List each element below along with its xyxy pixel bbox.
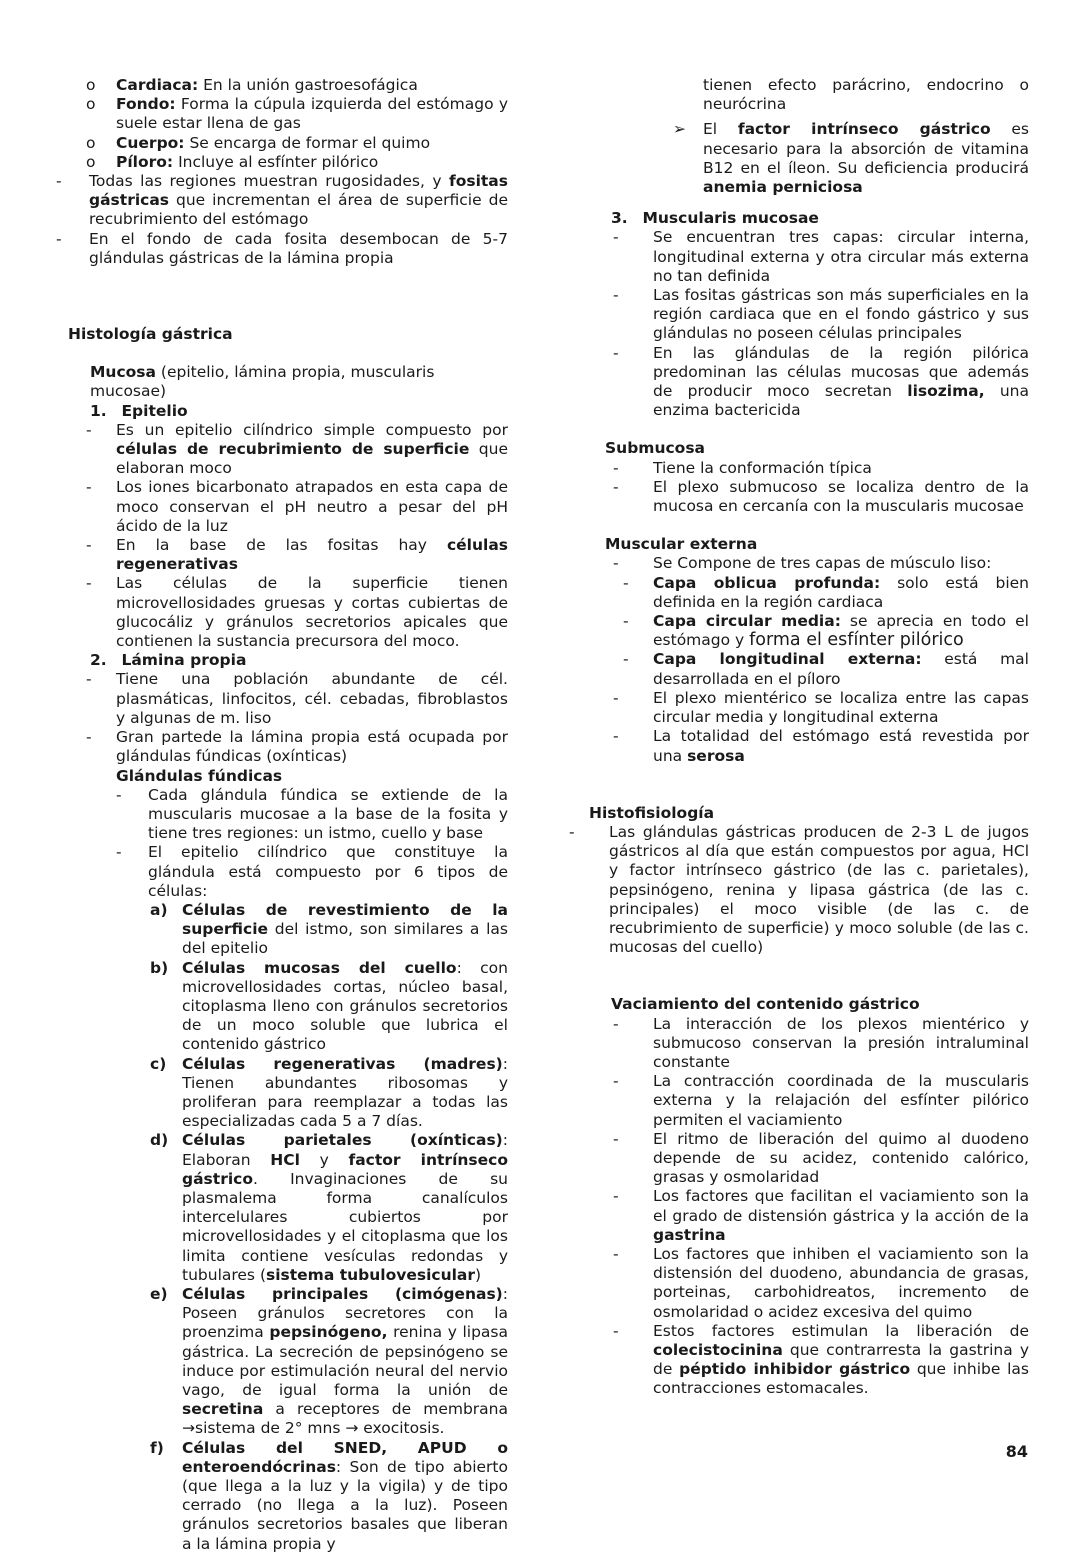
vaciamiento-bullet [593,1015,1029,1073]
bold-term: células de recubrimiento de superficie [116,440,470,459]
bullet-dash: - [569,822,575,841]
bold-term: Células regenerativas (madres) [182,1054,503,1073]
text: Cada glándula fúndica se extiende de la muscularis mucosae a la base de la fosita y tiene tres regiones: un istmo, cuello y base [148,785,508,843]
text: que incrementan el área de superficie de recubrimiento del estómago [89,191,508,229]
bullet-dash: - [613,554,619,573]
bold-term: Células del SNED, APUD o enteroendócrinas [182,1438,508,1476]
list-letter: f) [150,1438,164,1457]
bold-term: lisozima, [907,382,985,401]
text: El epitelio cilíndrico que constituye la glándula está compuesto por 6 tipos de células: [148,843,508,900]
bold-term: anemia perniciosa [703,178,863,197]
text: ) [475,1265,482,1284]
section-heading-vaciamiento: Vaciamiento del contenido gástrico [611,995,920,1014]
bold-term: sistema tubulovesicular [266,1265,476,1284]
bold-term: HCl [270,1150,300,1169]
cell-type-item [56,1131,508,1285]
vaciamiento-bullet [593,1130,1029,1188]
intro-bullet [56,230,508,268]
bullet-circle: o [86,152,96,171]
bullet-dash: - [623,612,629,631]
bullet-dash: - [613,343,619,362]
section-number: 2. [90,651,107,670]
muscularis-bullet [593,228,1029,286]
text: Los factores que facilitan el vaciamiento son la el grado de distensión gástrica y la acción de la [653,1187,1029,1225]
cell-type-item [56,1439,508,1554]
section-number: 3. [611,209,628,228]
bullet-dash: - [613,1244,619,1263]
text: : Tienen abundantes ribosomas y proliferan para reemplazar a todas las especializadas cada 5 a 7 días. [182,1054,508,1131]
vaciamiento-bullet [593,1322,1029,1399]
text: Tiene la conformación típica [653,458,872,477]
text: está mal desarrollada en el píloro [653,650,1029,688]
text: renina y lipasa gástrica. La secreción de pepsinógeno se induce por estimulación neural del nervio vago, de igual forma la unión de [182,1323,508,1399]
epitelio-bullet [56,574,508,651]
submucosa-bullet [593,459,1029,478]
bold-term: Capa circular media: [653,612,841,631]
bold-term: Células parietales (oxínticas) [182,1131,503,1150]
subsection-heading-muscularis [611,209,1029,228]
vaciamiento-bullet [593,1072,1029,1130]
continuation-text: tienen efecto parácrino, endocrino o neurócrina [703,76,1029,114]
text: una enzima bactericida [653,382,1029,420]
region-text: En la unión gastroesofágica [198,76,418,94]
bullet-dash: - [613,1321,619,1340]
cell-type-item [56,1055,508,1132]
bullet-circle: o [86,95,96,114]
text: Gran partede la lámina propia está ocupada por glándulas fúndicas (oxínticas) [116,728,508,766]
bullet-dash: - [86,728,92,747]
section-heading-histologia: Histología gástrica [68,325,233,344]
lamina-bullet [56,670,508,728]
bold-term: Capa oblicua profunda: [653,573,881,592]
subsection-title: Lámina propia [121,651,247,670]
bullet-dash: - [613,1187,619,1206]
bold-term: pepsinógeno, [269,1323,388,1342]
text: Es un epitelio cilíndrico simple compuesto por [116,420,508,439]
subsection-title: Muscularis mucosae [642,209,819,228]
bullet-dash: - [613,228,619,247]
text: Las células de la superficie tienen microvellosidades gruesas y cortas cubiertas de glucocáliz y gránulos secretorios apicales que contienen la sustancia precursora del moco. [116,574,508,651]
bullet-dash: - [86,536,92,555]
mucosa-line [90,363,508,401]
region-label: Cardiaca: [116,76,199,94]
bold-term: Células de revestimiento de la superficie [182,900,508,939]
subsection-title: Epitelio [121,401,188,420]
list-letter: c) [150,1054,167,1073]
bold-term: factor intrínseco gástrico [182,1150,508,1188]
bullet-dash: - [623,573,629,592]
text: a receptores de membrana →sistema de 2° mns → exocitosis. [182,1400,508,1438]
text: Tiene una población abundante de cél. plasmáticas, linfocitos, cél. cebadas, fibroblastos y algunas de m. liso [116,670,508,727]
text: Se encuentran tres capas: circular interna, longitudinal externa y otra circular más externa no tan definida [653,228,1029,285]
bullet-dash: - [613,458,619,477]
section-heading-muscular-externa: Muscular externa [605,535,758,554]
cell-type-item [56,901,508,959]
bold-term: células regenerativas [116,536,508,574]
text: En la base de las fositas hay [116,536,447,555]
text: El ritmo de liberación del quimo al duodeno depende de su acidez, contenido calórico, grasas y osmolaridad [653,1129,1029,1187]
bullet-circle: o [86,133,96,152]
text: se aprecia en todo el estómago y [653,612,1029,650]
text: En las glándulas de la región pilórica predominan las células mucosas que además de producir moco secretan [653,343,1029,401]
text: La totalidad del estómago está revestida por una [653,727,1029,765]
text: que elaboran moco [116,440,508,478]
muscular-externa-bullet [593,689,1029,727]
fundicas-bullet [56,843,508,901]
vaciamiento-bullet [593,1245,1029,1322]
bold-term: Células mucosas del cuello [182,958,457,977]
text: El [703,120,738,139]
bullet-dash: - [86,478,92,497]
bullet-dash: - [86,574,92,593]
bold-term: Capa longitudinal externa: [653,650,922,669]
fundicas-bullet [56,786,508,844]
text: (epitelio, lámina propia, muscularis mucosae) [90,363,435,401]
capa-item [593,574,1029,612]
bullet-dash: - [56,172,62,191]
list-letter: d) [150,1131,169,1150]
bold-term: Mucosa [90,363,156,382]
text: : Elaboran [182,1131,508,1169]
text: La interacción de los plexos mientérico y submucoso conservan la presión intraluminal constante [653,1014,1029,1071]
page-number: 84 [1005,1442,1028,1461]
bold-term: secretina [182,1400,264,1419]
cell-type-item [56,1285,508,1439]
text: En el fondo de cada fosita desembocan de 5-7 glándulas gástricas de la lámina propia [89,229,508,267]
epitelio-bullet [56,478,508,536]
text: El plexo mientérico se localiza entre las capas circular media y longitudinal externa [653,688,1029,727]
text: solo está bien definida en la región cardiaca [653,573,1029,611]
epitelio-bullet [56,421,508,479]
factor-bullet [593,120,1029,197]
bullet-dash: - [86,420,92,439]
region-item-cardiaca [56,76,508,95]
text: El plexo submucoso se localiza dentro de la mucosa en cercanía con la muscularis mucosae [653,477,1029,516]
region-text: Forma la cúpula izquierda del estómago y suele estar llena de gas [116,95,508,133]
list-letter: e) [150,1284,168,1303]
muscular-externa-bullet [593,554,1029,573]
subheading-glandulas-fundicas: Glándulas fúndicas [116,766,283,785]
bullet-dash: - [613,1072,619,1091]
arrow-bullet-icon: ➢ [673,120,686,139]
region-label: Fondo: [116,95,176,114]
section-heading-submucosa: Submucosa [605,439,706,458]
region-label: Cuerpo: [116,133,185,152]
cell-type-item [56,959,508,1055]
text-larger: forma el esfínter pilórico [749,630,964,651]
bold-term: serosa [687,746,745,765]
vaciamiento-bullet [593,1187,1029,1245]
epitelio-bullet [56,536,508,574]
text: que contrarresta la gastrina y de [653,1340,1029,1379]
region-label: Píloro: [116,152,174,171]
bold-term: gastrina [653,1225,726,1244]
text: La contracción coordinada de la muscularis externa y la relajación del esfínter pilórico permiten el vaciamiento [653,1072,1029,1129]
subsection-heading-epitelio [90,402,508,421]
list-letter: b) [150,958,169,977]
text: : Poseen gránulos secretores con la proenzima [182,1284,508,1342]
bold-term: fositas gástricas [89,172,508,210]
bold-term: Células principales (cimógenas) [182,1284,503,1303]
text: Las fositas gástricas son más superficiales en la región cardiaca que en el fondo gástrico y sus glándulas no poseen células principales [653,286,1029,343]
muscularis-bullet [593,344,1029,421]
bullet-dash: - [613,688,619,707]
submucosa-bullet [593,478,1029,516]
bullet-dash: - [613,1014,619,1033]
muscular-externa-bullet [593,727,1029,765]
region-item-cuerpo [56,134,508,153]
text: : con microvellosidades cortas, núcleo basal, citoplasma lleno con gránulos secretorios de un moco soluble que lubrica el contenido gástrico [182,958,508,1054]
intro-bullet [56,172,508,230]
bullet-dash: - [86,670,92,689]
text: . Invaginaciones de su plasmalema forma canalículos intercelulares cubiertos por microvellosidades y el citoplasma que los limita contiene vesículas redondas y tubulares ( [182,1169,508,1284]
section-heading-histofisiologia: Histofisiología [589,803,715,822]
bullet-dash: - [623,650,629,669]
bullet-dash: - [613,286,619,305]
list-letter: a) [150,900,168,919]
text: y [299,1150,349,1169]
text: es necesario para la absorción de vitamina B12 en el íleon. Su deficiencia producirá [703,120,1029,177]
text: Estos factores estimulan la liberación de [653,1321,1029,1340]
bullet-dash: - [613,1129,619,1148]
text: Los factores que inhiben el vaciamiento son la distensión del duodeno, abundancia de grasas, porteinas, carbohidreatos, incremento de osmolaridad o acidez excesiva del quimo [653,1244,1029,1321]
bold-term: péptido inhibidor gástrico [679,1360,911,1379]
muscularis-bullet [593,286,1029,344]
lamina-bullet [56,728,508,766]
text: Se Compone de tres capas de músculo liso: [653,554,992,573]
capa-item [593,612,1029,650]
histofisiologia-bullet [569,823,1029,957]
right-column [569,76,1029,1399]
text: del istmo, son similares a las del epitelio [182,920,508,958]
section-number: 1. [90,401,107,420]
bold-term: colecistocinina [653,1340,783,1359]
text: Todas las regiones muestran rugosidades, y [89,172,449,191]
region-text: Se encarga de formar el quimo [184,133,431,152]
text: Las glándulas gástricas producen de 2-3 L de jugos gástricos al día que están compuestos por agua, HCl y factor intrínseco gástrico (de las c. parietales), pepsinógeno, renina y lipasa gástrica (de las c. principales) el moco visible (de las c. de recubrimiento de superficie) y moco soluble (de las c. mucosas del cuello) [609,822,1029,957]
text: Los iones bicarbonato atrapados en esta capa de moco conservan el pH neutro a pesar del pH ácido de la luz [116,478,508,535]
left-column [56,76,508,1554]
region-item-fondo [56,95,508,133]
bullet-dash: - [613,727,619,746]
subsection-heading-lamina [90,651,508,670]
bullet-dash: - [613,477,619,496]
bullet-circle: o [86,76,96,94]
bullet-dash: - [116,843,122,862]
text: que inhibe las contracciones estomacales. [653,1360,1029,1398]
region-text: Incluye al esfínter pilórico [173,152,379,171]
capa-item [593,650,1029,688]
bullet-dash: - [56,229,62,248]
bold-term: factor intrínseco gástrico [737,120,991,139]
region-item-piloro [56,153,508,172]
bullet-dash: - [116,785,122,804]
text: : Son de tipo abierto (que llega a la luz y la vigila) y de tipo cerrado (no llega a la luz). Poseen gránulos secretorios basales que liberan a la lámina propia y [182,1457,508,1553]
